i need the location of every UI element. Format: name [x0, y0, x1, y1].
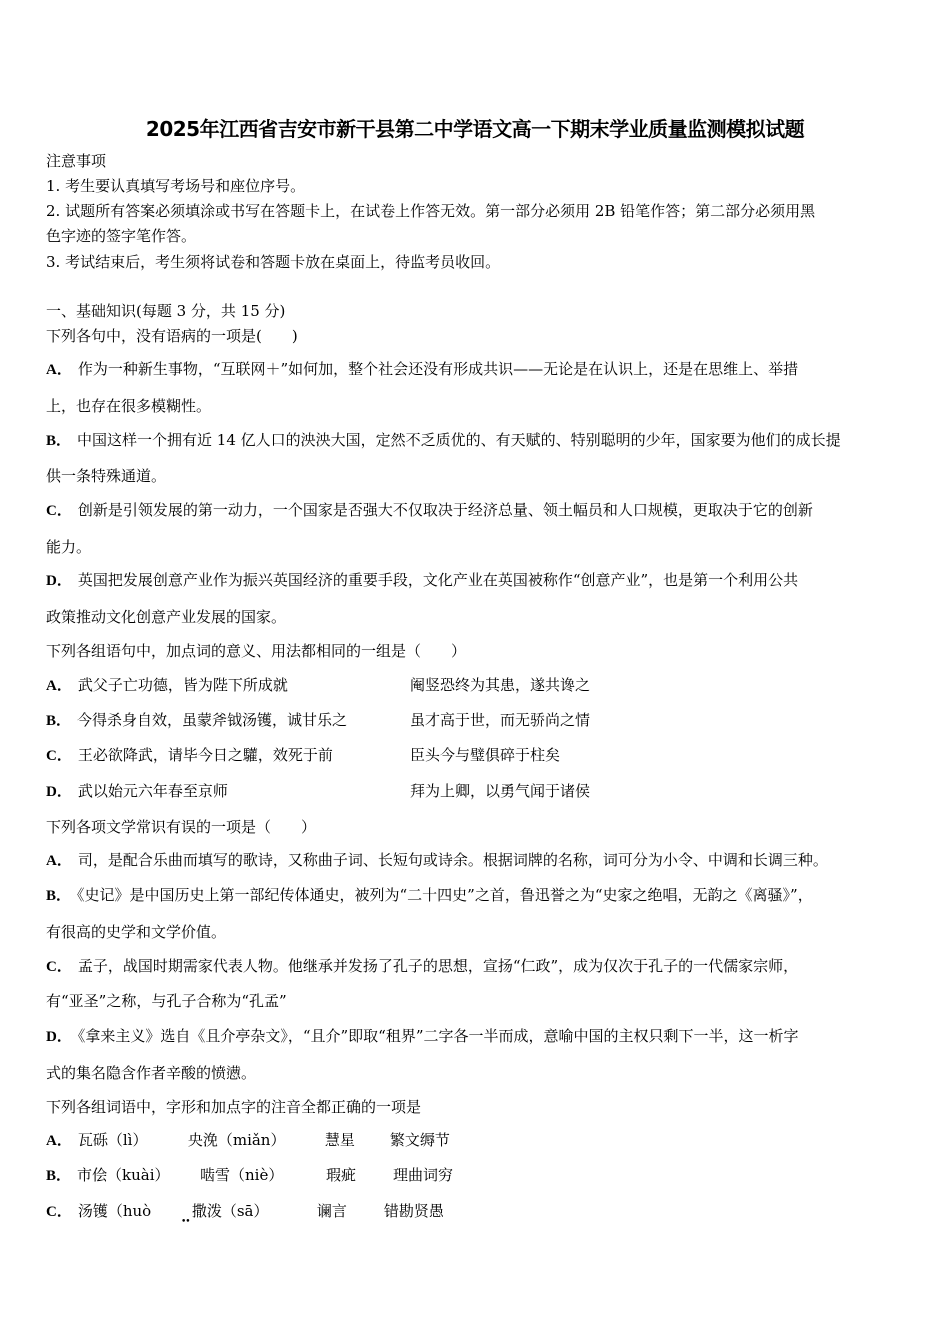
word: 撒泼（sā） [191, 1202, 269, 1220]
notice-item: 色字迹的签字笔作答。 [46, 227, 197, 245]
option-left: 武父子亡功德，皆为陛下所成就 [77, 676, 288, 694]
option-text-cont: 式的集名隐含作者辛酸的愤懑。 [46, 1064, 257, 1082]
option-a [46, 675, 906, 696]
option-text: 《史记》是中国历史上第一部纪传体通史，被列为“二十四史”之首，鲁迅誉之为“史家之绝唱，无韵之《离骚》”， [77, 886, 813, 904]
option-text-cont: 能力。 [46, 538, 92, 556]
option-d [46, 570, 798, 591]
question-stem: 下列各句中，没有语病的一项是( ) [46, 327, 298, 345]
option-text: 司，是配合乐曲而填写的歌诗，又称曲子词、长短句或诗余。根据词牌的名称，词可分为小令、中调和长调三种。 [77, 851, 828, 869]
emphasis-dots: •• [181, 1217, 190, 1227]
option-text: 《拿来主义》选自《且介亭杂文》，“且介”即取“租界”二字各一半而成，意喻中国的主权只剩下一半，这一析字 [77, 1027, 799, 1045]
option-d [46, 1026, 799, 1047]
option-a [46, 850, 828, 871]
word: 央浼（miǎn） [187, 1131, 286, 1149]
option-a [46, 1130, 450, 1151]
option-right: 拜为上卿，以勇气闻于诸侯 [410, 782, 591, 800]
word: 慧星 [324, 1131, 355, 1149]
option-c [46, 956, 798, 977]
word: 汤镬（huò [77, 1202, 152, 1220]
option-b [46, 885, 813, 906]
option-left: 今得杀身自效，虽蒙斧钺汤镬，诚甘乐之 [77, 711, 348, 729]
word: 繁文缛节 [389, 1131, 450, 1149]
option-label: C． [46, 503, 72, 519]
option-label: A． [46, 678, 72, 694]
word: 瑕疵 [326, 1166, 357, 1184]
notice-item: 1. 考生要认真填写考场号和座位序号。 [46, 177, 306, 195]
option-left: 王必欲降武，请毕今日之驩，效死于前 [77, 746, 333, 764]
option-b [46, 710, 906, 731]
option-label: D． [46, 573, 72, 589]
option-text-cont: 有很高的史学和文学价值。 [46, 923, 227, 941]
section-heading: 一、基础知识(每题 3 分，共 15 分) [46, 302, 286, 320]
option-label: C． [46, 1204, 72, 1220]
option-label: A． [46, 362, 72, 378]
option-text: 创新是引领发展的第一动力，一个国家是否强大不仅取决于经济总量、领土幅员和人口规模，更取决于它的创新 [77, 501, 813, 519]
question-stem: 下列各项文学常识有误的一项是（ ） [46, 818, 317, 836]
option-label: B． [46, 1168, 72, 1184]
word: 理曲词穷 [393, 1166, 454, 1184]
page-title: 2025年江西省吉安市新干县第二中学语文高一下期末学业质量监测模拟试题 [145, 117, 805, 141]
option-text-cont: 上，也存在很多模糊性。 [46, 397, 212, 415]
option-c [46, 1201, 444, 1222]
option-label: D． [46, 1029, 72, 1045]
notice-heading: 注意事项 [46, 152, 107, 170]
option-label: B． [46, 433, 72, 449]
word: 谰言 [316, 1202, 347, 1220]
notice-item: 2. 试题所有答案必须填涂或书写在答题卡上，在试卷上作答无效。第一部分必须用 2B 铅笔作答；第二部分必须用黑 [46, 202, 816, 220]
option-c [46, 500, 813, 521]
option-label: A． [46, 1133, 72, 1149]
word: 啮雪（niè） [200, 1166, 284, 1184]
option-d [46, 781, 906, 802]
option-left: 武以始元六年春至京师 [77, 782, 228, 800]
option-text-cont: 政策推动文化创意产业发展的国家。 [46, 608, 287, 626]
word: 瓦砾（lì） [77, 1131, 148, 1149]
option-label: C． [46, 959, 72, 975]
question-stem: 下列各组语句中，加点词的意义、用法都相同的一组是（ ） [46, 642, 467, 660]
option-text: 中国这样一个拥有近 14 亿人口的泱泱大国，定然不乏质优的、有天赋的、特别聪明的少年，国家要为他们的成长提 [77, 431, 841, 449]
option-text: 作为一种新生事物，“互联网＋”如何加，整个社会还没有形成共识——无论是在认识上，还是在思维上、举措 [77, 360, 799, 378]
question-stem: 下列各组词语中，字形和加点字的注音全都正确的一项是 [46, 1098, 422, 1116]
option-text-cont: 供一条特殊通道。 [46, 467, 167, 485]
option-label: D． [46, 784, 72, 800]
option-label: A． [46, 853, 72, 869]
option-label: C． [46, 748, 72, 764]
option-right: 虽才高于世，而无骄尚之情 [410, 711, 591, 729]
option-label: B． [46, 713, 72, 729]
option-text-cont: 有“亚圣”之称，与孔子合称为“孔孟” [46, 992, 287, 1010]
word: 市侩（kuài） [77, 1166, 170, 1184]
notice-item: 3. 考试结束后，考生须将试卷和答题卡放在桌面上，待监考员收回。 [46, 253, 501, 271]
option-label: B． [46, 888, 72, 904]
option-b [46, 430, 841, 451]
option-b [46, 1165, 453, 1186]
option-a [46, 359, 798, 380]
word: 错勘贤愚 [383, 1202, 444, 1220]
option-text: 孟子，战国时期需家代表人物。他继承并发扬了孔子的思想，宣扬“仁政”，成为仅次于孔子的一代儒家宗师， [77, 957, 799, 975]
option-c [46, 745, 906, 766]
option-text: 英国把发展创意产业作为振兴英国经济的重要手段，文化产业在英国被称作“创意产业”，也是第一个利用公共 [77, 571, 799, 589]
option-right: 阉竖恐终为其患，遂共谗之 [410, 676, 591, 694]
option-right: 臣头今与璧俱碎于柱矣 [410, 746, 561, 764]
